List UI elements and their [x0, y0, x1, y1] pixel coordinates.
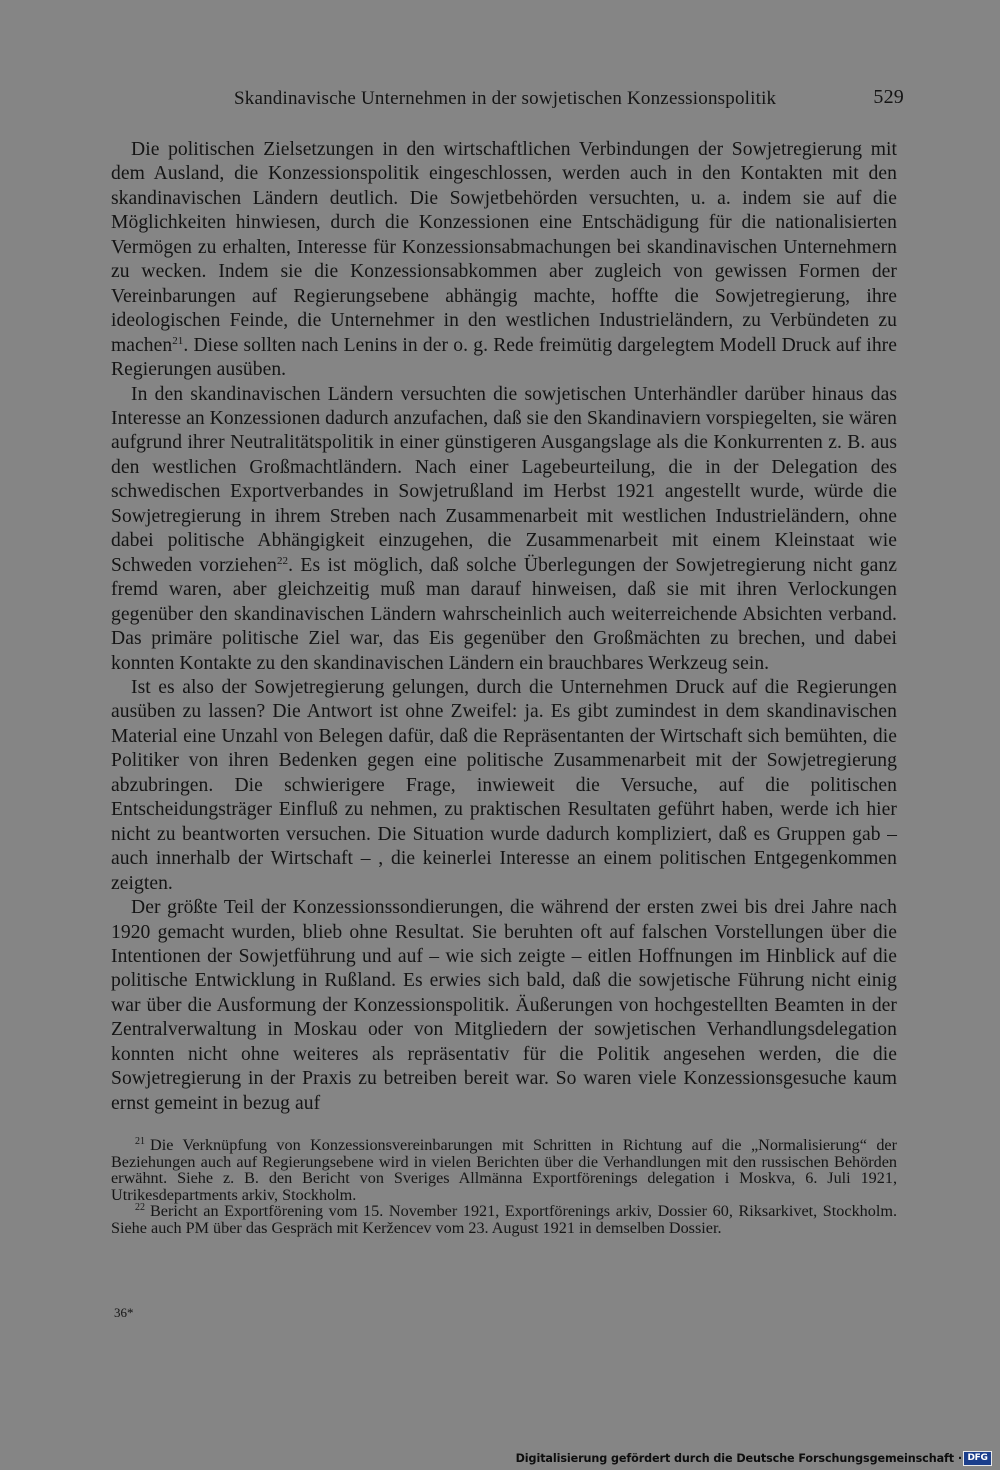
- footnotes: [111, 1137, 897, 1237]
- footnote-number: 22: [135, 1202, 145, 1214]
- dfg-logo[interactable]: DFG: [963, 1451, 992, 1466]
- running-header: [234, 88, 904, 116]
- paragraph: Ist es also der Sowjetregierung gelungen, durch die Unternehmen Druck auf die Regierungen ausüben zu lassen? Die Antwort ist ohne Zweifel: ja. Es gibt zumindest in dem skandinavischen Material eine Unzahl von Belegen dafür, daß die Repräsentanten der Wirtschaft sich bemühten, die Politiker von ihren Bedenken gegen eine politische Zusammenarbeit mit der Sowjetregierung abzubringen. Die schwierigere Frage, inwieweit die Versuche, auf die politischen Entscheidungsträger Einfluß zu nehmen, zu praktischen Resultaten geführt haben, werde ich hier nicht zu beantworten versuchen. Die Situation wurde dadurch kompliziert, daß es Gruppen gab – auch innerhalb der Wirtschaft – , die keinerlei Interesse an einem politischen Entgegenkommen zeigten.: [111, 676, 897, 894]
- paragraph: Die politischen Zielsetzungen in den wirtschaftlichen Verbindungen der Sowjetregierung mit dem Ausland, die Konzessionspolitik eingeschlossen, werden auch in den Kontakten mit den skandinavischen Ländern deutlich. Die Sowjetbehörden versuchten, u. a. indem sie auf die Möglichkeiten hinwiesen, durch die Konzessionen eine Entschädigung für die nationalisierten Vermögen zu erhalten, Interesse für Konzessionsabmachungen bei skandinavischen Unternehmern zu wecken. Indem sie die Konzessionsabkommen aber zugleich von gewissen Formen der Vereinbarungen auf Regierungsebene abhängig machte, hoffte die Sowjetregierung, ihre ideologischen Feinde, die Unternehmer in den westlichen Industrieländern, zu Verbündeten zu machen$^{21}$. Diese sollten nach Lenins in der o. g. Rede freimütig dargelegtem Modell Druck auf ihre Regierungen ausüben.: [111, 139, 897, 381]
- running-title: Skandinavische Unternehmen in der sowjetischen Konzessionspolitik: [234, 88, 777, 109]
- paragraph: Der größte Teil der Konzessionssondierungen, die während der ersten zwei bis drei Jahre nach 1920 gemacht wurden, blieb ohne Resultat. Sie beruhten oft auf falschen Vorstellungen über die Intentionen der Sowjetführung und auf – wie sich zeigte – eitlen Hoffnungen im Hinblick auf die politische Entwicklung in Rußland. Es erwies sich bald, daß die sowjetische Führung nicht einig war über die Ausformung der Konzessionspolitik. Äußerungen von hochgestellten Beamten in der Zentralverwaltung in Moskau oder von Mitgliedern der sowjetischen Verhandlungsdelegation konnten nicht ohne weiteres als repräsentativ für die Politik angesehen werden, die die Sowjetregierung in der Praxis zu betreiben bereit war. So waren viele Konzessionsgesuche kaum ernst gemeint in bezug auf: [111, 897, 897, 1114]
- funding-note: Digitalisierung gefördert durch die Deutsche Forschungsgemeinschaft ·: [515, 1452, 962, 1465]
- footnote-ref[interactable]: 21: [172, 334, 184, 347]
- footnote: $^{22}$ Bericht an Exportförening vom 15. November 1921, Exportförenings arkiv, Dossier 60, Riksarkivet, Stockholm. Siehe auch PM über das Gespräch mit Keržencev vom 23. August 1921 in demselben Dossier.: [111, 1202, 897, 1237]
- printer-signature: 36*: [114, 1305, 134, 1320]
- page-number: 529: [873, 86, 904, 108]
- paragraph: In den skandinavischen Ländern versuchten die sowjetischen Unterhändler darüber hinaus das Interesse an Konzessionen dadurch anzufachen, daß sie den Skandinaviern vorspiegelten, sie wären aufgrund ihrer Neutralitätspolitik in einer günstigeren Ausgangslage als die Konkurrenten z. B. aus den westlichen Großmachtländern. Nach einer Lagebeurteilung, die in der Delegation des schwedischen Exportverbandes in Sowjetrußland im Herbst 1921 angestellt wurde, würde die Sowjetregierung in ihrem Streben nach Zusammenarbeit mit westlichen Industrieländern, ohne dabei politische Abhängigkeit einzugehen, die Zusammenarbeit mit einem Kleinstaat wie Schweden vorziehen$^{22}$. Es ist möglich, daß solche Überlegungen der Sowjetregierung nicht ganz fremd waren, aber gleichzeitig muß man darauf hinweisen, daß sie mit ihren Verlockungen gegenüber den skandinavischen Ländern wahrscheinlich auch weiterreichende Absichten verband. Das primäre politische Ziel war, das Eis gegenüber den Großmächten zu brechen, und dabei konnten Kontakte zu den skandinavischen Ländern ein brauchbares Werkzeug sein.: [111, 383, 897, 674]
- footnote-number: 21: [135, 1136, 145, 1147]
- footnote-ref[interactable]: 22: [277, 554, 289, 567]
- footnote: $^{21}$ Die Verknüpfung von Konzessionsvereinbarungen mit Schritten in Richtung auf die „Normalisierung“ der Beziehungen auch auf Regierungsebene wird in vielen Berichten über die Verhandlungen mit den russischen Behörden erwähnt. Siehe z. B. den Bericht von Sveriges Allmänna Exportförenings delegation i Moskva, 6. Juli 1921, Utrikesdepartments arkiv, Stockholm.: [111, 1136, 897, 1204]
- body-text: [111, 138, 897, 1116]
